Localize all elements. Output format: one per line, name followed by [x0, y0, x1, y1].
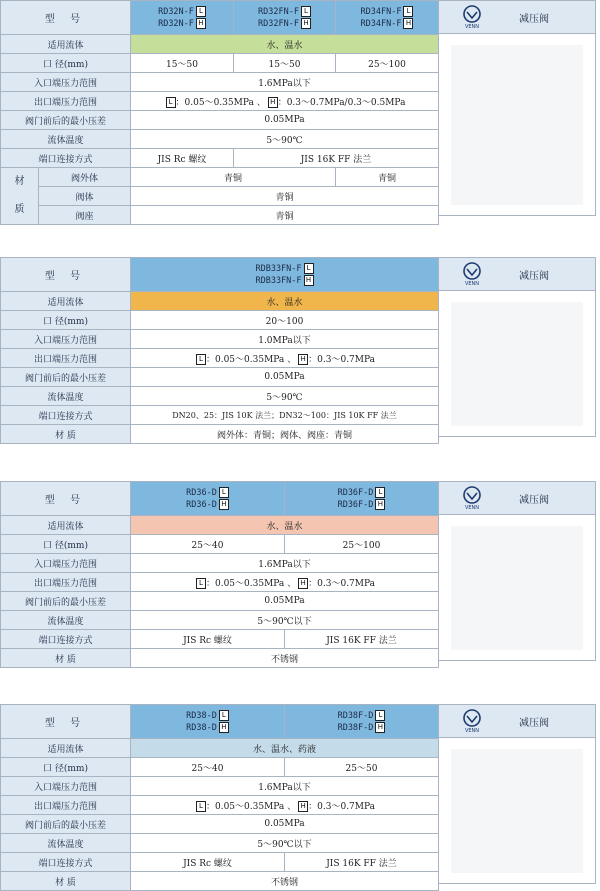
outlet-label: 出口端压力范围 [1, 92, 131, 111]
min-diff-value: 0.05MPa [131, 592, 439, 611]
product-photo [451, 302, 583, 426]
fluid-label: 适用流体 [1, 516, 131, 535]
model-cell: RD32N-F L RD32N-F H [131, 1, 234, 35]
conn-value: JIS Rc 螺纹 [131, 149, 234, 168]
material-label: 材 质 [1, 425, 131, 444]
material-label: 材 质 [1, 872, 131, 891]
diameter-value: 25～50 [285, 758, 439, 777]
diameter-label: 口 径(mm) [1, 311, 131, 330]
outlet-label: 出口端压力范围 [1, 349, 131, 368]
outlet-label: 出口端压力范围 [1, 573, 131, 592]
svg-text:VENN: VENN [464, 728, 480, 733]
inlet-label: 入口端压力范围 [1, 554, 131, 573]
outlet-value: L ：0.05～0.35MPa 、 H ：0.3～0.7MPa [131, 796, 439, 815]
product-header [439, 1, 595, 34]
conn-label: 端口连接方式 [1, 853, 131, 872]
model-header: 型 号 [1, 482, 131, 516]
model-cell: RD38F-D L RD38F-D H [285, 705, 439, 739]
material-value: 阀外体：青铜；阀体、阀座：青铜 [131, 425, 439, 444]
inlet-value: 1.6MPa以下 [131, 777, 439, 796]
diameter-value: 25～40 [131, 758, 285, 777]
inlet-label: 入口端压力范围 [1, 330, 131, 349]
diameter-label: 口 径(mm) [1, 535, 131, 554]
spec-table-2 [0, 257, 439, 444]
min-diff-label: 阀门前后的最小压差 [1, 368, 131, 387]
conn-value: JIS 16K FF 法兰 [234, 149, 439, 168]
inlet-label: 入口端压力范围 [1, 73, 131, 92]
conn-label: 端口连接方式 [1, 149, 131, 168]
seat-label: 阀座 [39, 206, 131, 225]
material-label: 材 质 [1, 649, 131, 668]
material-value: 不锈钢 [131, 872, 439, 891]
conn-value: JIS Rc 螺纹 [131, 853, 285, 872]
product-panel [438, 704, 596, 884]
spec-block-3 [0, 481, 600, 663]
model-cell: RD38-D L RD38-D H [131, 705, 285, 739]
diameter-label: 口 径(mm) [1, 54, 131, 73]
outlet-value: L ：0.05～0.35MPa 、 H ：0.3～0.7MPa/0.3～0.5MPa [131, 92, 439, 111]
seat-value: 青铜 [131, 206, 439, 225]
inlet-label: 入口端压力范围 [1, 777, 131, 796]
product-panel [438, 481, 596, 661]
inlet-value: 1.0MPa以下 [131, 330, 439, 349]
temp-value: 5～90℃ [131, 387, 439, 406]
model-header: 型 号 [1, 1, 131, 35]
temp-label: 流体温度 [1, 611, 131, 630]
spec-table-4 [0, 704, 439, 891]
product-title: 减压阀 [519, 14, 549, 25]
body-ext-label: 阀外体 [39, 168, 131, 187]
temp-label: 流体温度 [1, 130, 131, 149]
temp-label: 流体温度 [1, 834, 131, 853]
product-title: 减压阀 [519, 718, 549, 729]
outlet-label: 出口端压力范围 [1, 796, 131, 815]
venn-logo-icon [461, 262, 483, 286]
body-ext-value: 青铜 [336, 168, 439, 187]
spec-block-2 [0, 257, 600, 442]
model-header: 型 号 [1, 258, 131, 292]
min-diff-value: 0.05MPa [131, 111, 439, 130]
venn-logo-icon [461, 486, 483, 510]
product-title: 减压阀 [519, 495, 549, 506]
model-cell: RD34FN-F L RD34FN-F H [336, 1, 439, 35]
conn-value: DN20、25：JIS 10K 法兰；DN32～100：JIS 10K FF 法兰 [131, 406, 439, 425]
min-diff-label: 阀门前后的最小压差 [1, 815, 131, 834]
spec-block-1 [0, 0, 600, 232]
fluid-value: 水、温水 [131, 292, 439, 311]
product-panel [438, 257, 596, 437]
svg-text:VENN: VENN [464, 24, 480, 29]
product-header [439, 482, 595, 515]
diameter-label: 口 径(mm) [1, 758, 131, 777]
temp-value: 5～90℃ [131, 130, 439, 149]
material-label: 材 质 [1, 168, 39, 225]
svg-text:VENN: VENN [464, 505, 480, 510]
model-header: 型 号 [1, 705, 131, 739]
spec-block-4 [0, 704, 600, 888]
temp-label: 流体温度 [1, 387, 131, 406]
svg-text:VENN: VENN [464, 281, 480, 286]
model-cell: RD32FN-F L RD32FN-F H [234, 1, 336, 35]
diameter-value: 20～100 [131, 311, 439, 330]
fluid-value: 水、温水、药液 [131, 739, 439, 758]
min-diff-label: 阀门前后的最小压差 [1, 111, 131, 130]
inlet-value: 1.6MPa以下 [131, 73, 439, 92]
min-diff-label: 阀门前后的最小压差 [1, 592, 131, 611]
fluid-label: 适用流体 [1, 292, 131, 311]
venn-logo-icon [461, 5, 483, 29]
diameter-value: 25～100 [336, 54, 439, 73]
product-header [439, 258, 595, 291]
material-value: 不锈钢 [131, 649, 439, 668]
temp-value: 5～90℃以下 [131, 834, 439, 853]
body-value: 青铜 [131, 187, 439, 206]
diameter-value: 25～100 [285, 535, 439, 554]
diameter-value: 15～50 [234, 54, 336, 73]
body-label: 阀体 [39, 187, 131, 206]
venn-logo-icon [461, 709, 483, 733]
diameter-value: 25～40 [131, 535, 285, 554]
product-title: 减压阀 [519, 271, 549, 282]
fluid-value: 水、温水 [131, 516, 439, 535]
spec-table-3 [0, 481, 439, 668]
fluid-label: 适用流体 [1, 35, 131, 54]
product-photo [451, 749, 583, 873]
conn-value: JIS 16K FF 法兰 [285, 630, 439, 649]
spec-table-1 [0, 0, 439, 225]
product-photo [451, 45, 583, 205]
conn-label: 端口连接方式 [1, 630, 131, 649]
model-cell: RD36-D L RD36-D H [131, 482, 285, 516]
min-diff-value: 0.05MPa [131, 368, 439, 387]
model-cell: RD36F-D L RD36F-D H [285, 482, 439, 516]
outlet-value: L ：0.05～0.35MPa 、 H ：0.3～0.7MPa [131, 349, 439, 368]
fluid-value: 水、温水 [131, 35, 439, 54]
diameter-value: 15～50 [131, 54, 234, 73]
temp-value: 5～90℃以下 [131, 611, 439, 630]
product-header [439, 705, 595, 738]
conn-label: 端口连接方式 [1, 406, 131, 425]
conn-value: JIS Rc 螺纹 [131, 630, 285, 649]
product-panel [438, 0, 596, 216]
min-diff-value: 0.05MPa [131, 815, 439, 834]
body-ext-value: 青铜 [131, 168, 336, 187]
conn-value: JIS 16K FF 法兰 [285, 853, 439, 872]
inlet-value: 1.6MPa以下 [131, 554, 439, 573]
product-photo [451, 526, 583, 650]
fluid-label: 适用流体 [1, 739, 131, 758]
outlet-value: L ：0.05～0.35MPa 、 H ：0.3～0.7MPa [131, 573, 439, 592]
model-cell: RDB33FN-F L RDB33FN-F H [131, 258, 439, 292]
